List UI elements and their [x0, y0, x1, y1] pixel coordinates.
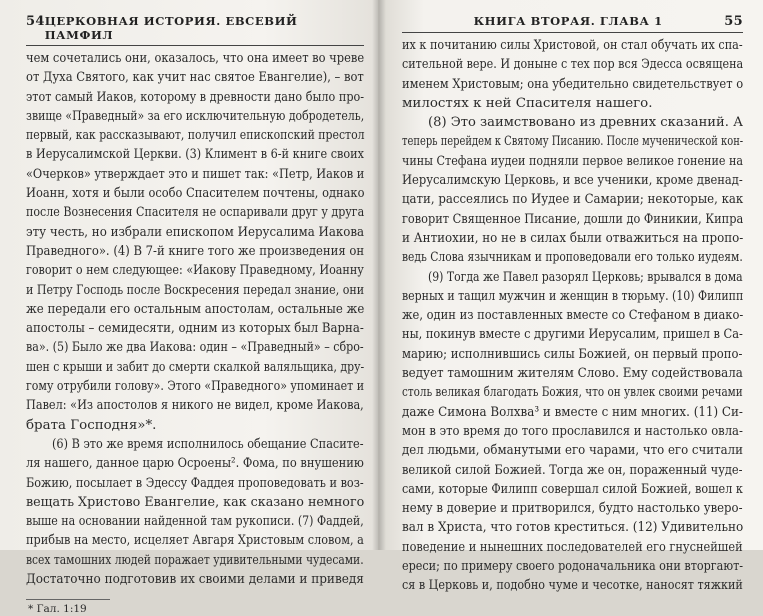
text-line-content: выше на основании найденной там рукописи. (7) Фаддей,: [26, 514, 364, 530]
text-line-content: Праведного». (4) В 7-й книге того же произведения он: [26, 243, 365, 259]
text-line: [402, 306, 743, 325]
text-line-content: в Иерусалимской Церкви. (3) Климент в 6-й книге своих: [26, 147, 364, 163]
text-line: [26, 203, 364, 222]
text-line: [26, 416, 364, 435]
text-line-content: мон в это время до того прославился и настолько овла-: [402, 423, 743, 439]
text-line-content: верных и тащил мужчин и женщин в тюрьму. (10) Филипп: [402, 288, 744, 304]
text-line-content: ведует тамошним жителям Слово. Ему содействовала: [402, 366, 743, 382]
text-line-content: Иерусалимскую Церковь, и все ученики, кроме двенад-: [402, 173, 743, 189]
text-line: [26, 242, 364, 261]
text-line: [26, 512, 364, 531]
text-line: [402, 190, 743, 209]
text-line-content: Божию, посылает в Эдессу Фаддея проповедовать и воз-: [26, 475, 364, 491]
text-line: [26, 338, 364, 357]
text-line-content: теперь перейдем к Святому Писанию. После мученической кон-: [402, 134, 744, 150]
text-line-content: ереси; по примеру своего родоначальника они вторгают-: [402, 559, 744, 575]
text-line: [26, 377, 364, 396]
text-line: [402, 171, 743, 190]
right-page-number: 55: [724, 14, 743, 29]
text-line: [26, 261, 364, 280]
text-line: [26, 49, 364, 68]
text-line-content: говорит о нем следующее: «Иакову Праведному, Иоанну: [26, 263, 364, 279]
text-line-content: сами, которые Филипп совершал силой Божией, вошел к: [402, 481, 743, 497]
footnote: * Гал. 1:19: [28, 603, 87, 616]
text-line: [402, 403, 743, 422]
text-line-content: столь великая благодать Божия, что он увлек своими речами: [402, 385, 743, 401]
text-line-content: вал в Христа, что готов креститься. (12) Удивительно: [402, 520, 744, 536]
text-line-content: после Вознесения Спасителя не оспаривали друг у друга: [26, 205, 365, 221]
text-line: [26, 281, 364, 300]
text-line-content: (9) Тогда же Павел разорял Церковь; врывался в дома: [428, 269, 743, 285]
text-line-content: поведение и нынешних последователей его гнуснейшей: [402, 539, 743, 555]
text-line-content: апостолы – семидесяти, одним из которых был Варна-: [26, 321, 364, 337]
text-line: [402, 480, 743, 499]
text-line: [26, 300, 364, 319]
text-line: [26, 358, 364, 377]
text-line-content: (6) В это же время исполнилось обещание Спасите-: [52, 436, 364, 452]
left-body-text: [26, 49, 364, 589]
text-line: [402, 422, 743, 441]
text-line-content: звище «Праведный» за его исключительную добродетель,: [26, 108, 365, 124]
text-line-content: Достаточно подготовив их своими делами и приведя: [26, 572, 364, 588]
text-line-content: от Духа Святого, как учит нас святое Евангелие), – вот: [26, 70, 364, 86]
text-line: [26, 165, 364, 184]
text-line-content: дел людьми, обманутыми его чарами, что его считали: [402, 443, 743, 459]
text-line-content: же, один из поставленных вместе со Стефаном в диако-: [402, 308, 744, 324]
text-line-content: чем сочетались они, оказалось, что она имеет во чреве: [26, 51, 365, 66]
text-line-content: и Антиохии, но не в силах были отважиться на пропо-: [402, 230, 744, 246]
right-page: [378, 0, 763, 594]
text-line-content: ва». (5) Было же два Иакова: один – «Праведный» – сбро-: [26, 340, 364, 356]
text-line-content: великой силой Божией. Тогда же он, пораженный чуде-: [402, 462, 743, 478]
text-line: [402, 113, 743, 132]
text-line-content: и Петру Господь после Воскресения передал знание, они: [26, 282, 365, 298]
text-line-content: марию; исполнившись силы Божией, он первый пропо-: [402, 346, 743, 362]
text-line-content: этот самый Иаков, которому в древности дано было про-: [26, 89, 365, 105]
text-line-content: первый, как рассказывают, получил епископский престол: [26, 128, 365, 144]
text-line-content: чины Стефана иудеи подняли первое великое гонение на: [402, 153, 744, 169]
right-running-title: КНИГА ВТОРАЯ. ГЛАВА 1: [473, 14, 663, 28]
text-line-content: шен с крыши и забит до смерти скалкой валяльщика, дру-: [26, 359, 365, 375]
text-line: [26, 435, 364, 454]
book-gutter: [372, 0, 386, 550]
text-line: [26, 145, 364, 164]
left-page-number: 54: [26, 14, 45, 29]
right-running-head: [402, 14, 743, 33]
text-line: [402, 499, 743, 518]
text-line-content: Иоанн, хотя и были особо Спасителем почтены, однако: [26, 186, 365, 202]
text-line: [402, 75, 743, 94]
text-line: [402, 268, 743, 287]
text-line: [402, 210, 743, 229]
text-line-content: их к почитанию силы Христовой, он стал обучать их спа-: [402, 38, 743, 53]
text-line: [402, 55, 743, 74]
text-line: [26, 223, 364, 242]
text-line-content: всех тамошних людей поражает удивительными чудесами.: [26, 552, 364, 568]
text-line-content: гому отрубили голову». Этого «Праведного» упоминает и: [26, 379, 365, 395]
text-line-content: сительной вере. И доныне с тех пор вся Эдесса освящена: [402, 57, 744, 73]
text-line-content: милостях к ней Спасителя нашего.: [402, 95, 653, 111]
text-line: [402, 152, 743, 171]
text-line: [26, 454, 364, 473]
text-line: [402, 132, 743, 151]
text-line: [402, 364, 743, 383]
text-line: [402, 248, 743, 267]
text-line-content: эту честь, но избрали епископом Иерусалима Иакова: [26, 224, 365, 240]
text-line: [402, 229, 743, 248]
text-line-content: Павел: «Из апостолов я никого не видел, кроме Иакова,: [26, 398, 364, 414]
text-line-content: именем Христовым; она убедительно свидетельствует о: [402, 76, 744, 92]
text-line-content: (8) Это заимствовано из древних сказаний. А: [428, 115, 744, 131]
text-line: [402, 461, 743, 480]
text-line: [26, 126, 364, 145]
text-line: [26, 184, 364, 203]
text-line: [26, 570, 364, 589]
text-line: [26, 474, 364, 493]
text-line: [402, 441, 743, 460]
text-line: [402, 557, 743, 576]
text-line-content: ся в Церковь и, подобно чуме и чесотке, наносят тяжкий: [402, 578, 743, 594]
text-line-content: «Очерков» утверждает это и пишет так: «Петр, Иаков и: [26, 166, 365, 182]
text-line-content: же передали его остальным апостолам, остальные же: [26, 301, 365, 317]
text-line: [402, 36, 743, 55]
text-line-content: цати, рассеялись по Иудее и Самарии; некоторые, как: [402, 192, 744, 208]
text-line: [402, 94, 743, 113]
text-line-content: даже Симона Волхва³ и вместе с ним многих. (11) Си-: [402, 404, 743, 420]
text-line-content: брата Господня»*.: [26, 417, 157, 433]
left-running-title: ЦЕРКОВНАЯ ИСТОРИЯ. ЕВСЕВИЙ ПАМФИЛ: [44, 14, 298, 42]
text-line: [26, 319, 364, 338]
text-line-content: прибыв на место, исцеляет Авгаря Христовым словом, а: [26, 533, 364, 549]
text-line: [26, 107, 364, 126]
text-line: [402, 345, 743, 364]
text-line: [26, 88, 364, 107]
left-page: [0, 0, 378, 616]
text-line: [402, 538, 743, 557]
text-line: [26, 531, 364, 550]
text-line-content: вещать Христово Евангелие, как сказано немного: [26, 494, 365, 510]
text-line: [402, 383, 743, 402]
text-line: [402, 325, 743, 344]
text-line: [402, 518, 743, 537]
footnote-rule: [26, 599, 110, 600]
text-line-content: нему в доверие и притворился, будто настолько уверо-: [402, 501, 743, 517]
right-body-text: [402, 36, 743, 596]
text-line: [26, 396, 364, 415]
text-line: [26, 68, 364, 87]
text-line: [402, 576, 743, 595]
text-line-content: говорит Священное Писание, дошли до Финикии, Кипра: [402, 211, 744, 227]
text-line-content: ля нашего, данное царю Осроены². Фома, по внушению: [26, 456, 364, 472]
left-running-head: [26, 14, 364, 46]
text-line-content: ны, покинув вместе с другими Иерусалим, пришел в Са-: [402, 327, 743, 343]
text-line: [26, 551, 364, 570]
text-line: [26, 493, 364, 512]
text-line: [402, 287, 743, 306]
text-line-content: ведь Слова язычникам и проповедовали его только иудеям.: [402, 250, 743, 266]
